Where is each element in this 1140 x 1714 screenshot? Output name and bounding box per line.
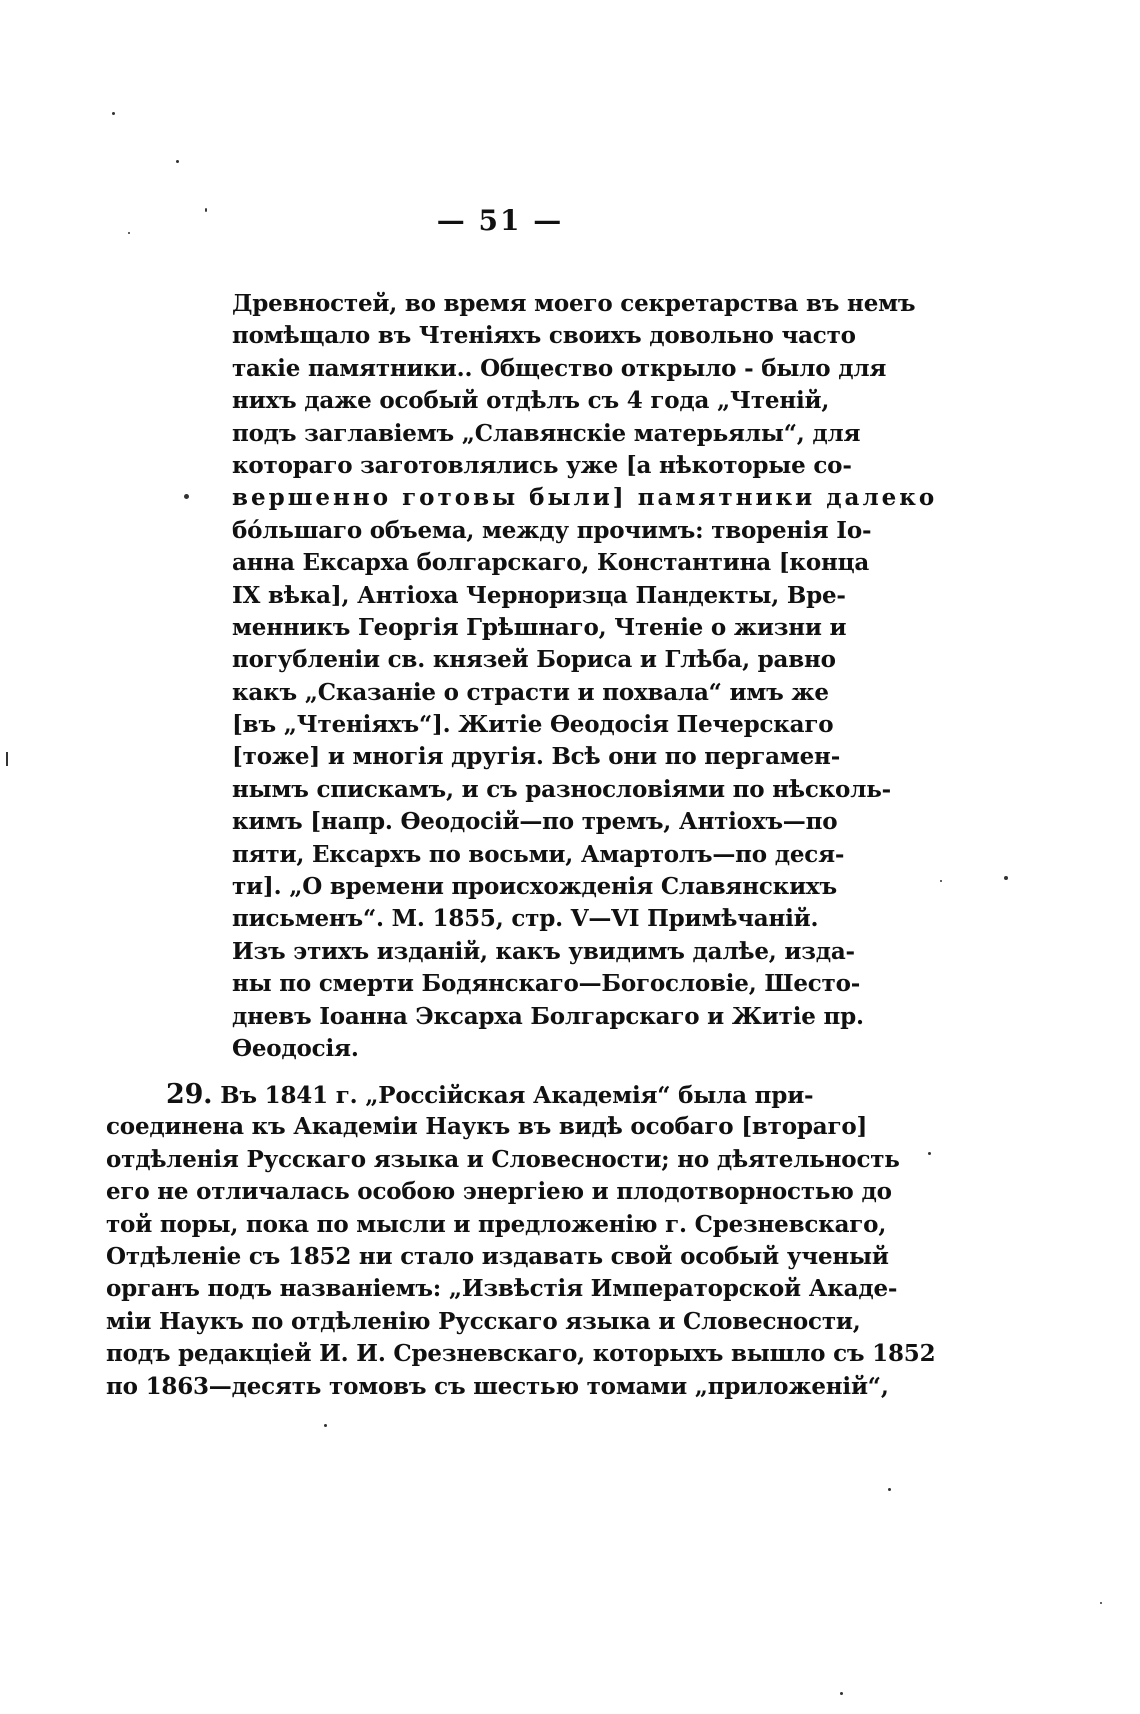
scan-speck bbox=[840, 1692, 843, 1695]
footnote-line: Өеодосія. bbox=[232, 1034, 359, 1062]
scan-speck bbox=[888, 1488, 891, 1491]
footnote-line: нымъ спискамъ, и съ разнословіями по нѣсколь- bbox=[232, 775, 891, 803]
scan-speck bbox=[940, 880, 942, 882]
footnote-block bbox=[232, 288, 938, 1065]
footnote-line: подъ заглавіемъ „Славянскіе матерьялы“, для bbox=[232, 419, 861, 447]
section-line: органъ подъ названіемъ: „Извѣстія Императорской Акаде- bbox=[106, 1275, 898, 1303]
scan-speck bbox=[1100, 1602, 1102, 1604]
section-line: міи Наукъ по отдѣленію Русскаго языка и Словесности, bbox=[106, 1307, 861, 1335]
footnote-line: какъ „Сказаніе о страсти и похвала“ имъ же bbox=[232, 678, 829, 706]
section-line: соединена къ Академіи Наукъ въ видѣ особаго [втораго] bbox=[106, 1113, 868, 1141]
footnote-line: кимъ [напр. Өеодосій—по тремъ, Антіохъ—по bbox=[232, 808, 838, 836]
page-number: — 51 — bbox=[436, 204, 564, 237]
scan-speck bbox=[1004, 876, 1008, 880]
footnote-line: письменъ“. М. 1855, стр. V—VI Примѣчаній. bbox=[232, 905, 819, 933]
scan-speck bbox=[205, 208, 207, 212]
footnote-line: Изъ этихъ изданій, какъ увидимъ далѣе, изда- bbox=[232, 937, 855, 965]
section-line: отдѣленія Русскаго языка и Словесности; но дѣятельность bbox=[106, 1145, 900, 1173]
scan-speck bbox=[128, 232, 130, 234]
section-line: его не отличалась особою энергіею и плодотворностью до bbox=[106, 1178, 892, 1206]
footnote-line: пяти, Ексархъ по восьми, Амартолъ—по деся- bbox=[232, 840, 845, 868]
scan-speck bbox=[184, 494, 189, 499]
section-line: подъ редакціей И. И. Срезневскаго, которыхъ вышло съ 1852 bbox=[106, 1340, 936, 1368]
footnote-line: анна Ексарха болгарскаго, Константина [конца bbox=[232, 549, 870, 577]
footnote-line: бо́льшаго объема, между прочимъ: творенія Іо- bbox=[232, 516, 872, 544]
footnote-line: [въ „Чтеніяхъ“]. Житіе Өеодосія Печерскаго bbox=[232, 711, 834, 739]
scan-speck bbox=[928, 1152, 931, 1155]
section-29 bbox=[106, 1079, 936, 1403]
footnote-line: погубленіи св. князей Бориса и Глѣба, равно bbox=[232, 646, 836, 674]
footnote-line: нихъ даже особый отдѣлъ съ 4 года „Чтеній, bbox=[232, 387, 830, 415]
footnote-line: вершенно готовы были] памятники далеко bbox=[232, 484, 938, 512]
footnote-line: помѣщало въ Чтеніяхъ своихъ довольно часто bbox=[232, 322, 856, 350]
footnote-line: ны по смерти Бодянскаго—Богословіе, Шесто- bbox=[232, 970, 861, 998]
section-line: по 1863—десять томовъ съ шестью томами „приложеній“, bbox=[106, 1372, 889, 1400]
scan-speck bbox=[324, 1424, 327, 1427]
footnote-line: ти]. „О времени происхожденія Славянскихъ bbox=[232, 873, 837, 901]
scan-speck bbox=[176, 160, 179, 163]
footnote-line: Древностей, во время моего секретарства въ немъ bbox=[232, 290, 916, 317]
section-first-line bbox=[106, 1079, 814, 1111]
section-line: той поры, пока по мысли и предложенію г. Срезневскаго, bbox=[106, 1210, 887, 1238]
section-first-line-text: Въ 1841 г. „Россійская Академія“ была при- bbox=[220, 1082, 814, 1109]
scan-speck bbox=[6, 752, 8, 766]
section-line: Отдѣленіе съ 1852 ни стало издавать свой особый ученый bbox=[106, 1242, 889, 1270]
footnote-line: [тоже] и многія другія. Всѣ они по пергамен- bbox=[232, 743, 841, 771]
footnote-line: менникъ Георгія Грѣшнаго, Чтеніе о жизни и bbox=[232, 613, 847, 641]
footnote-line: котораго заготовлялись уже [а нѣкоторые со- bbox=[232, 451, 852, 479]
footnote-line: дневъ Іоанна Эксарха Болгарскаго и Житіе пр. bbox=[232, 1002, 864, 1030]
section-number: 29. bbox=[166, 1079, 213, 1110]
scan-speck bbox=[112, 112, 115, 115]
footnote-line: IX вѣка], Антіоха Черноризца Пандекты, Вре- bbox=[232, 581, 846, 609]
footnote-line: такіе памятники.. Общество открыло - было для bbox=[232, 354, 887, 382]
